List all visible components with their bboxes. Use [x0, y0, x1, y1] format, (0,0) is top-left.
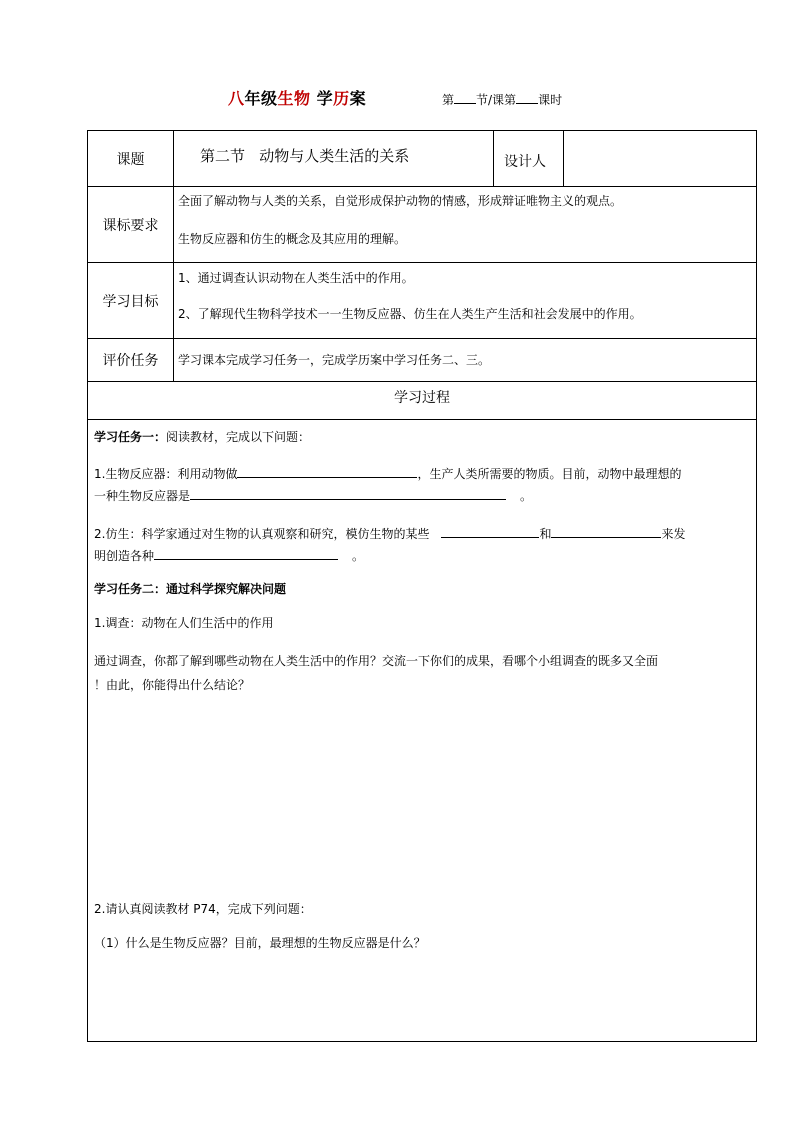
- survey-answer-area[interactable]: [94, 700, 750, 880]
- topic-value: 第二节 动物与人类生活的关系: [200, 147, 410, 165]
- blank-bioreactor-usage[interactable]: [237, 464, 417, 478]
- title-part: 学: [310, 89, 334, 108]
- task2-question-1: （1）什么是生物反应器？目前，最理想的生物反应器是什么？: [94, 936, 426, 950]
- title-part: 生物: [277, 89, 311, 108]
- task-one: [88, 420, 756, 580]
- process-heading: 学习过程: [394, 390, 450, 406]
- lesson-table: [87, 130, 757, 1042]
- task2-reading-prompt: 2.请认真阅读教材 P74，完成下列问题：: [94, 902, 312, 916]
- row-process: [88, 382, 756, 420]
- task1-q2-line2: 明创造各种 。: [94, 546, 364, 564]
- goals-line-2: 2、了解现代生物科学技术一一生物反应器、仿生在人类生产生活和社会发展中的作用。: [178, 307, 642, 321]
- lesson-blank[interactable]: [516, 90, 538, 104]
- task1-q1-line2: 一种生物反应器是 。: [94, 486, 532, 504]
- blank-bionics-2[interactable]: [551, 524, 661, 538]
- label-standards: 课标要求: [88, 187, 174, 262]
- standards-line-1: 全面了解动物与人类的关系，自觉形成保护动物的情感，形成辩证唯物主义的观点。: [178, 194, 623, 208]
- task2-survey-text-1: 通过调查，你都了解到哪些动物在人类生活中的作用？交流一下你们的成果，看哪个小组调查的既多又全面: [94, 654, 659, 668]
- standards-line-2: 生物反应器和仿生的概念及其应用的理解。: [178, 232, 407, 246]
- title-part: 历: [333, 89, 350, 108]
- label-evaluation: 评价任务: [88, 339, 174, 381]
- goals-line-1: 1、通过调查认识动物在人类生活中的作用。: [178, 271, 414, 285]
- section-lesson-note: 第 节/课第 课时: [442, 90, 562, 108]
- row-standards: [88, 187, 756, 263]
- evaluation-text: 学习课本完成学习任务一，完成学历案中学习任务二、三。: [178, 353, 491, 367]
- designer-label-cell: [494, 131, 564, 186]
- label-goals: 学习目标: [88, 263, 174, 338]
- row-topic: [88, 131, 756, 187]
- blank-inventions[interactable]: [154, 546, 338, 560]
- task-two: [88, 580, 756, 1040]
- page-title: [228, 86, 366, 109]
- task1-q1-line1: 1.生物反应器：利用动物做 ，生产人类所需要的物质。目前，动物中最理想的: [94, 464, 681, 482]
- title-part: 年级: [244, 89, 278, 108]
- row-evaluation: [88, 339, 756, 382]
- question-1-answer-area[interactable]: [94, 958, 750, 1034]
- section-blank[interactable]: [454, 90, 476, 104]
- topic-value-cell: [174, 131, 494, 186]
- task2-survey-title: 1.调查：动物在人们生活中的作用: [94, 616, 274, 630]
- title-part: 案: [349, 89, 367, 108]
- standards-content: [174, 187, 756, 262]
- evaluation-content: [174, 339, 756, 381]
- designer-value-field[interactable]: [564, 131, 756, 186]
- title-part: 八: [228, 89, 245, 108]
- designer-label: 设计人: [504, 154, 546, 170]
- row-goals: [88, 263, 756, 339]
- blank-bionics-1[interactable]: [441, 524, 539, 538]
- task2-survey-text-2: ！由此，你能得出什么结论？: [94, 678, 251, 692]
- task1-q2-line1: 2.仿生：科学家通过对生物的认真观察和研究，模仿生物的某些 和 来发: [94, 524, 685, 542]
- goals-content: [174, 263, 756, 338]
- task2-heading: 学习任务二：通过科学探究解决问题: [94, 582, 287, 596]
- blank-ideal-bioreactor[interactable]: [190, 486, 506, 500]
- task1-heading: 学习任务一：阅读教材，完成以下问题：: [94, 430, 311, 444]
- page-header: [0, 86, 794, 110]
- label-topic: 课题: [88, 131, 174, 186]
